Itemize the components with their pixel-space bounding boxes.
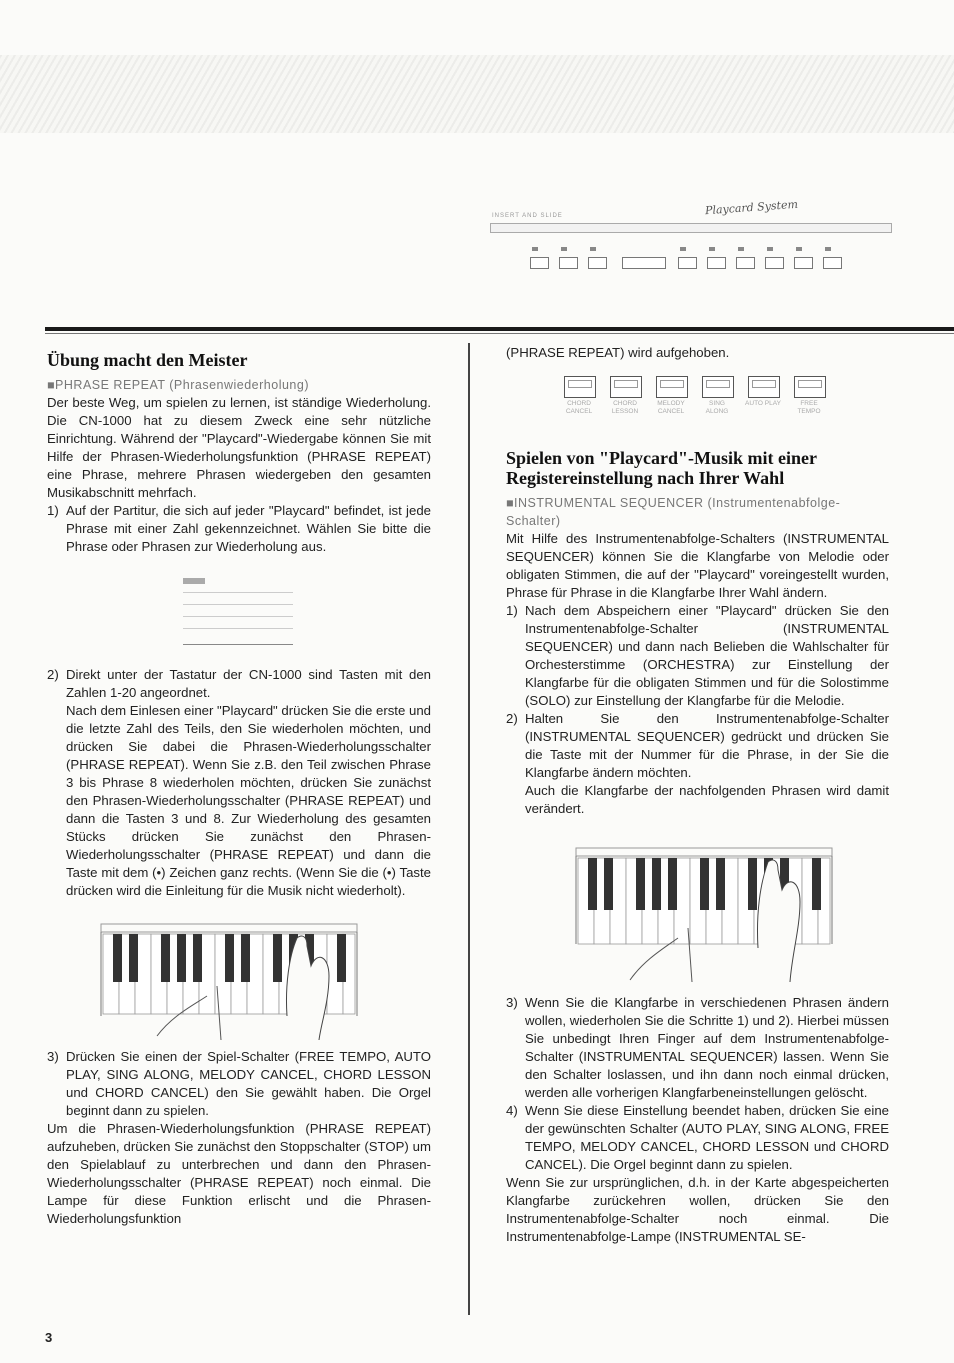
panel-buttons <box>530 243 890 283</box>
section-divider <box>45 327 954 331</box>
sing-along-button <box>702 376 735 416</box>
panel-lamp <box>590 247 596 251</box>
closing-paragraph: Wenn Sie zur ursprünglichen, d.h. in der Karte abgespeicherten Klangfarbe zurückehren wollen, drücken Sie den Instrumentenabfolge-Schalter noch einmal. Die Instrumentenabfolge-Lampe (INSTRUMENTAL SE- <box>506 1175 889 1244</box>
button-label: AUTO PLAY <box>745 400 781 407</box>
intro-paragraph: Der beste Weg, um spielen zu lernen, ist ständige Wiederholung. Die CN-1000 hat zu diesem Zweck eine sehr nützliche Einrichtung. Während der "Playcard"-Wiedergabe können Sie mit Hilfe der Phrasen-Wiederholungsfunktion (PHRASE REPEAT) eine Phrase, mehrere Phrasen wiedergeben den gesamten Musikabschnitt mehrfach. <box>47 395 431 500</box>
list-item-text: Wenn Sie diese Einstellung beendet haben, drücken Sie eine der gewünschten Schalter (AUTO PLAY, SING ALONG, FREE TEMPO, MELODY CANCEL, CHORD LESSON und CHORD CANCEL). Die Orgel beginnt dann zu spielen. <box>525 1103 889 1172</box>
panel-lamp <box>767 247 773 251</box>
list-item <box>47 666 431 900</box>
panel-brand-logo: Playcard System <box>704 197 799 218</box>
section-divider-thin <box>45 333 954 334</box>
list-item-number: 1) <box>506 603 518 618</box>
right-column <box>506 344 889 1246</box>
score-underline <box>183 644 293 645</box>
list-item <box>47 502 431 556</box>
keyboard-illustration <box>47 906 431 1044</box>
list-item-number: 3) <box>506 995 518 1010</box>
play-buttons-illustration <box>506 376 889 430</box>
button-label: FREE TEMPO <box>797 400 821 415</box>
list-item <box>47 1048 431 1120</box>
list-item-number: 2) <box>47 667 59 682</box>
list-item-text: Nach dem Abspeichern einer "Playcard" drücken Sie den Instrumentenabfolge-Schalter (INSTRUMENTAL SEQUENCER) und dann nach Belieben die Wahlschalter für Orchesterstimme (ORCHESTRA) zur Einstellung der Klangfarbe für die obligaten Stimmen und für die Solostimme (SOLO) zur Einstellung der Klangfarbe für die Melodie. <box>525 603 889 708</box>
list-item-number: 4) <box>506 1103 518 1118</box>
list-item-text: Wenn Sie die Klangfarbe in verschiedenen Phrasen ändern wollen, wiederholen Sie die Schritte 1) und 2). Hierbei müssen Sie unbedingt Ihren Finger auf dem Instrumentenabfolge-Schalter (INSTRUMENTAL SEQUENCER) lassen. Wenn Sie den Schalter loslassen, und ihn dann noch einmal drücken, werden alle vorherigen Klangfarbeneinstellungen gelöscht. <box>525 995 889 1100</box>
closing-paragraph: Um die Phrasen-Wiederholungsfunktion (PHRASE REPEAT) aufzuheben, drücken Sie zunächst den Stoppschalter (STOP) um den Spielablauf zu unterbrechen und dann den Phrasen-Wiederholungsschalter (PHRASE REPEAT) noch einmal. Die Lampe für diese Funktion erlischt und die Phrasen-Wiederholungsfunktion <box>47 1121 431 1226</box>
panel-button <box>765 257 784 269</box>
free-tempo-button <box>794 376 827 416</box>
instrumental-sequencer-subheading: ■INSTRUMENTAL SEQUENCER (Instrumentenabfolge-Schalter) <box>506 496 841 528</box>
control-panel-illustration <box>480 195 900 315</box>
keyboard-hand-drawing <box>97 906 362 1042</box>
panel-button <box>559 257 578 269</box>
keyboard-hand-drawing <box>572 844 837 984</box>
list-item-text: Direkt unter der Tastatur der CN-1000 sind Tasten mit den Zahlen 1-20 angeordnet. Nach dem Einlesen einer "Playcard" drücken Sie die erste und die letzte Zahl des Teils, den Sie wiederholen möchten, und drücken Sie dabei die Phrasen-Wiederholungsschalter (PHRASE REPEAT). Wenn Sie z.B. den Teil zwischen Phrase 3 bis Phrase 8 wiederholen möchten, drücken Sie zunächst den Phrasen-Wiederholungsschalter (PHRASE REPEAT) und dann die Tasten 3 und 8. Zur Wiederholung des gesamten Stücks drücken Sie zunächst den Phrasen-Wiederholungsschalter (PHRASE REPEAT) und dann die Taste mit dem (•) Zeichen ganz rechts. (Wenn Sie die (•) Taste drücken wird die Einleitung für die Musik nicht wiederholt). <box>66 667 431 898</box>
melody-cancel-button <box>656 376 689 416</box>
panel-button <box>678 257 697 269</box>
panel-button <box>530 257 549 269</box>
list-item-text: Drücken Sie einen der Spiel-Schalter (FREE TEMPO, AUTO PLAY, SING ALONG, MELODY CANCEL, CHORD LESSON und CHORD CANCEL) den Sie gewählt haben. Die Orgel beginnt dann zu spielen. <box>66 1049 431 1118</box>
page-number: 3 <box>45 1330 53 1345</box>
phrase-repeat-subheading: ■PHRASE REPEAT (Phrasenwiederholung) <box>47 378 310 392</box>
panel-lamp <box>532 247 538 251</box>
decorative-header-band <box>0 55 954 133</box>
panel-lamp <box>738 247 744 251</box>
panel-button <box>823 257 842 269</box>
panel-lamp <box>709 247 715 251</box>
section-title: Spielen von "Playcard"-Musik mit einer Registereinstellung nach Ihrer Wahl <box>506 448 817 488</box>
column-divider <box>468 343 470 1315</box>
list-item-number: 3) <box>47 1049 59 1064</box>
keyboard-illustration <box>506 828 889 988</box>
left-column <box>47 350 431 1228</box>
button-label: CHORD CANCEL <box>565 400 593 415</box>
score-marker <box>183 578 205 584</box>
card-slot <box>490 223 892 233</box>
panel-button <box>736 257 755 269</box>
list-item <box>506 1102 889 1174</box>
panel-lamp <box>561 247 567 251</box>
chord-cancel-button <box>564 376 597 416</box>
score-staff-line <box>183 592 293 593</box>
panel-button <box>794 257 813 269</box>
list-item <box>506 710 889 818</box>
button-label: MELODY CANCEL <box>657 400 685 415</box>
chord-lesson-button <box>610 376 643 416</box>
panel-button <box>588 257 607 269</box>
list-item <box>506 602 889 710</box>
intro-paragraph: Mit Hilfe des Instrumentenabfolge-Schalters (INSTRUMENTAL SEQUENCER) können Sie die Klangfarbe von Melodie oder obligaten Stimmen, die auf der "Playcard" voreingestellt wurden, Phrase für Phrase in die Klangfarbe Ihrer Wahl ändern. <box>506 531 889 600</box>
list-item <box>506 994 889 1102</box>
panel-button <box>622 257 666 269</box>
score-staff-line <box>183 616 293 617</box>
auto-play-button <box>745 376 781 408</box>
panel-insert-label: INSERT AND SLIDE <box>492 213 563 219</box>
button-label: SING ALONG <box>705 400 729 415</box>
score-staff-line <box>183 628 293 629</box>
score-staff-line <box>183 604 293 605</box>
section-title: Übung macht den Meister <box>47 350 248 370</box>
button-label: CHORD LESSON <box>611 400 639 415</box>
list-item-number: 1) <box>47 503 59 518</box>
list-item-text: Auf der Partitur, die sich auf jeder "Playcard" befindet, ist jede Phrase mit einer Zahl gekennzeichnet. Wählen Sie bitte die Phrase oder Phrasen zur Wiederholung aus. <box>66 503 431 554</box>
continuation-text: (PHRASE REPEAT) wird aufgehoben. <box>506 345 730 360</box>
panel-button <box>707 257 726 269</box>
score-illustration <box>47 564 431 660</box>
panel-lamp <box>796 247 802 251</box>
list-item-text: Halten Sie den Instrumentenabfolge-Schalter (INSTRUMENTAL SEQUENCER) gedrückt und drücken Sie die Taste mit der Nummer für die Phrase, in der Sie die Klangfarbe ändern möchten. Auch die Klangfarbe der nachfolgenden Phrasen wird damit verändert. <box>525 711 889 816</box>
panel-lamp <box>680 247 686 251</box>
list-item-number: 2) <box>506 711 518 726</box>
panel-lamp <box>825 247 831 251</box>
